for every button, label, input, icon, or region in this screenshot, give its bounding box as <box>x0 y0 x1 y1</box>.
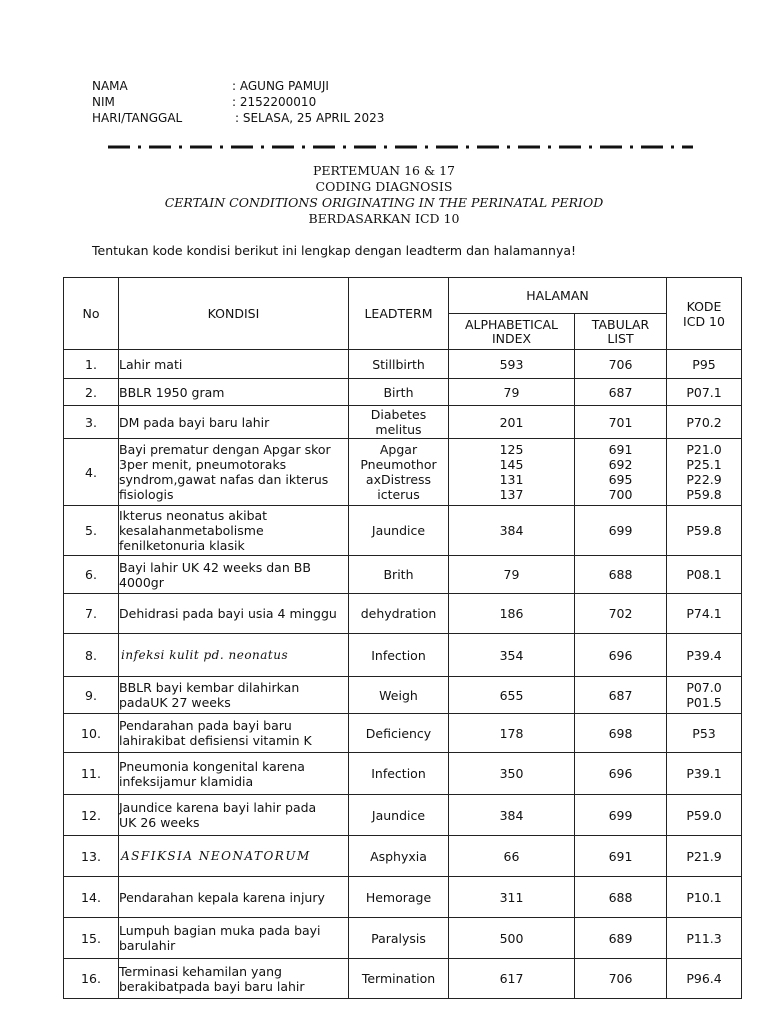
row-no: 11. <box>64 753 119 795</box>
row-leadterm: Hemorage <box>349 877 449 918</box>
row-alphabetical-index: 617 <box>449 959 575 999</box>
header-halaman: HALAMAN <box>449 278 667 314</box>
header-kode: KODE ICD 10 <box>667 278 742 350</box>
title-conditions: CERTAIN CONDITIONS ORIGINATING IN THE PERINATAL PERIOD <box>164 195 604 210</box>
header-kondisi: KONDISI <box>119 278 349 350</box>
row-kondisi: Lumpuh bagian muka pada bayi barulahir <box>119 918 349 959</box>
row-kode-icd: P59.0 <box>667 795 742 836</box>
row-no: 1. <box>64 350 119 379</box>
row-kode-icd: P53 <box>667 714 742 753</box>
row-tabular-list: 702 <box>575 594 667 634</box>
table-row <box>64 506 742 556</box>
row-alphabetical-index: 79 <box>449 379 575 406</box>
row-kode-icd: P74.1 <box>667 594 742 634</box>
row-leadterm: dehydration <box>349 594 449 634</box>
row-tabular-list: 691 <box>575 836 667 877</box>
row-kode-icd: P10.1 <box>667 877 742 918</box>
row-tabular-list: 698 <box>575 714 667 753</box>
row-no: 2. <box>64 379 119 406</box>
row-kode-icd: P21.9 <box>667 836 742 877</box>
row-alphabetical-index: 178 <box>449 714 575 753</box>
table-row <box>64 753 742 795</box>
title-pertemuan: PERTEMUAN 16 & 17 <box>313 163 455 178</box>
row-no: 9. <box>64 677 119 714</box>
table-row <box>64 379 742 406</box>
row-leadterm: Termination <box>349 959 449 999</box>
row-no: 15. <box>64 918 119 959</box>
row-alphabetical-index: 593 <box>449 350 575 379</box>
row-no: 4. <box>64 439 119 506</box>
row-kode-icd: P70.2 <box>667 406 742 439</box>
row-no: 13. <box>64 836 119 877</box>
header-tabular-list: TABULAR LIST <box>575 314 667 350</box>
row-kode-icd: P39.1 <box>667 753 742 795</box>
row-no: 7. <box>64 594 119 634</box>
row-kode-icd: P96.4 <box>667 959 742 999</box>
row-tabular-list: 691 692 695 700 <box>575 439 667 506</box>
header-no: No <box>64 278 119 350</box>
header-nim <box>92 94 316 110</box>
row-no: 12. <box>64 795 119 836</box>
row-alphabetical-index: 125 145 131 137 <box>449 439 575 506</box>
row-no: 5. <box>64 506 119 556</box>
table-row <box>64 677 742 714</box>
row-kondisi: ASFIKSIA NEONATORUM <box>119 836 349 877</box>
row-kode-icd: P21.0 P25.1 P22.9 P59.8 <box>667 439 742 506</box>
row-leadterm: Apgar Pneumothor axDistress icterus <box>349 439 449 506</box>
row-kondisi: Bayi prematur dengan Apgar skor 3per menit, pneumotoraks syndrom,gawat nafas dan ikterus fisiologis <box>119 439 349 506</box>
row-no: 6. <box>64 556 119 594</box>
nama-value: : AGUNG PAMUJI <box>232 79 329 93</box>
row-kode-icd: P07.0 P01.5 <box>667 677 742 714</box>
row-tabular-list: 699 <box>575 506 667 556</box>
title-icd: BERDASARKAN ICD 10 <box>308 211 460 226</box>
row-kondisi: Bayi lahir UK 42 weeks dan BB 4000gr <box>119 556 349 594</box>
row-alphabetical-index: 66 <box>449 836 575 877</box>
row-kondisi: BBLR 1950 gram <box>119 379 349 406</box>
row-kondisi: Pendarahan kepala karena injury <box>119 877 349 918</box>
header-leadterm: LEADTERM <box>349 278 449 350</box>
row-leadterm: Jaundice <box>349 795 449 836</box>
row-leadterm: Stillbirth <box>349 350 449 379</box>
nim-label: NIM <box>92 95 115 109</box>
instruction-text: Tentukan kode kondisi berikut ini lengkap dengan leadterm dan halamannya! <box>92 243 577 258</box>
row-kondisi: Ikterus neonatus akibat kesalahanmetabolisme fenilketonuria klasik <box>119 506 349 556</box>
row-no: 16. <box>64 959 119 999</box>
row-alphabetical-index: 186 <box>449 594 575 634</box>
table-row <box>64 714 742 753</box>
row-kode-icd: P95 <box>667 350 742 379</box>
row-no: 10. <box>64 714 119 753</box>
table-row <box>64 439 742 506</box>
row-kondisi: Jaundice karena bayi lahir pada UK 26 weeks <box>119 795 349 836</box>
row-no: 8. <box>64 634 119 677</box>
row-alphabetical-index: 311 <box>449 877 575 918</box>
row-kode-icd: P08.1 <box>667 556 742 594</box>
row-kondisi: infeksi kulit pd. neonatus <box>119 634 349 677</box>
row-kondisi: Pneumonia kongenital karena infeksijamur klamidia <box>119 753 349 795</box>
row-alphabetical-index: 384 <box>449 506 575 556</box>
table-row <box>64 350 742 379</box>
row-leadterm: Brith <box>349 556 449 594</box>
row-kode-icd: P59.8 <box>667 506 742 556</box>
nim-value: : 2152200010 <box>232 95 317 109</box>
row-leadterm: Jaundice <box>349 506 449 556</box>
title-coding: CODING DIAGNOSIS <box>315 179 453 194</box>
row-no: 14. <box>64 877 119 918</box>
tanggal-label: HARI/TANGGAL <box>92 111 183 125</box>
table-row <box>64 634 742 677</box>
table-row <box>64 594 742 634</box>
row-alphabetical-index: 384 <box>449 795 575 836</box>
table-row <box>64 556 742 594</box>
row-kode-icd: P11.3 <box>667 918 742 959</box>
row-tabular-list: 706 <box>575 350 667 379</box>
row-tabular-list: 699 <box>575 795 667 836</box>
tanggal-value: : SELASA, 25 APRIL 2023 <box>235 111 385 125</box>
row-kondisi: Pendarahan pada bayi baru lahirakibat defisiensi vitamin K <box>119 714 349 753</box>
table-row <box>64 959 742 999</box>
row-kondisi: Dehidrasi pada bayi usia 4 minggu <box>119 594 349 634</box>
table-row <box>64 877 742 918</box>
row-alphabetical-index: 500 <box>449 918 575 959</box>
row-no: 3. <box>64 406 119 439</box>
table-row <box>64 918 742 959</box>
table-row <box>64 406 742 439</box>
row-leadterm: Infection <box>349 753 449 795</box>
nama-label: NAMA <box>92 79 128 93</box>
header-alphabetical-index: ALPHABETICAL INDEX <box>449 314 575 350</box>
row-alphabetical-index: 354 <box>449 634 575 677</box>
row-kondisi: BBLR bayi kembar dilahirkan padaUK 27 weeks <box>119 677 349 714</box>
row-tabular-list: 689 <box>575 918 667 959</box>
row-kode-icd: P39.4 <box>667 634 742 677</box>
row-tabular-list: 687 <box>575 379 667 406</box>
row-tabular-list: 688 <box>575 877 667 918</box>
row-leadterm: Diabetes melitus <box>349 406 449 439</box>
row-kondisi: Lahir mati <box>119 350 349 379</box>
row-leadterm: Infection <box>349 634 449 677</box>
row-alphabetical-index: 201 <box>449 406 575 439</box>
row-alphabetical-index: 79 <box>449 556 575 594</box>
row-kondisi: Terminasi kehamilan yang berakibatpada bayi baru lahir <box>119 959 349 999</box>
row-tabular-list: 687 <box>575 677 667 714</box>
row-leadterm: Birth <box>349 379 449 406</box>
row-tabular-list: 706 <box>575 959 667 999</box>
row-tabular-list: 696 <box>575 753 667 795</box>
document-titles <box>0 163 768 227</box>
row-leadterm: Weigh <box>349 677 449 714</box>
table-row <box>64 795 742 836</box>
row-tabular-list: 696 <box>575 634 667 677</box>
row-kode-icd: P07.1 <box>667 379 742 406</box>
coding-table <box>63 277 742 999</box>
row-alphabetical-index: 350 <box>449 753 575 795</box>
row-leadterm: Paralysis <box>349 918 449 959</box>
row-tabular-list: 688 <box>575 556 667 594</box>
row-leadterm: Asphyxia <box>349 836 449 877</box>
row-tabular-list: 701 <box>575 406 667 439</box>
row-alphabetical-index: 655 <box>449 677 575 714</box>
separator-line <box>108 145 693 149</box>
header-nama <box>92 78 329 94</box>
table-row <box>64 836 742 877</box>
row-leadterm: Deficiency <box>349 714 449 753</box>
row-kondisi: DM pada bayi baru lahir <box>119 406 349 439</box>
header-tanggal <box>92 110 384 126</box>
